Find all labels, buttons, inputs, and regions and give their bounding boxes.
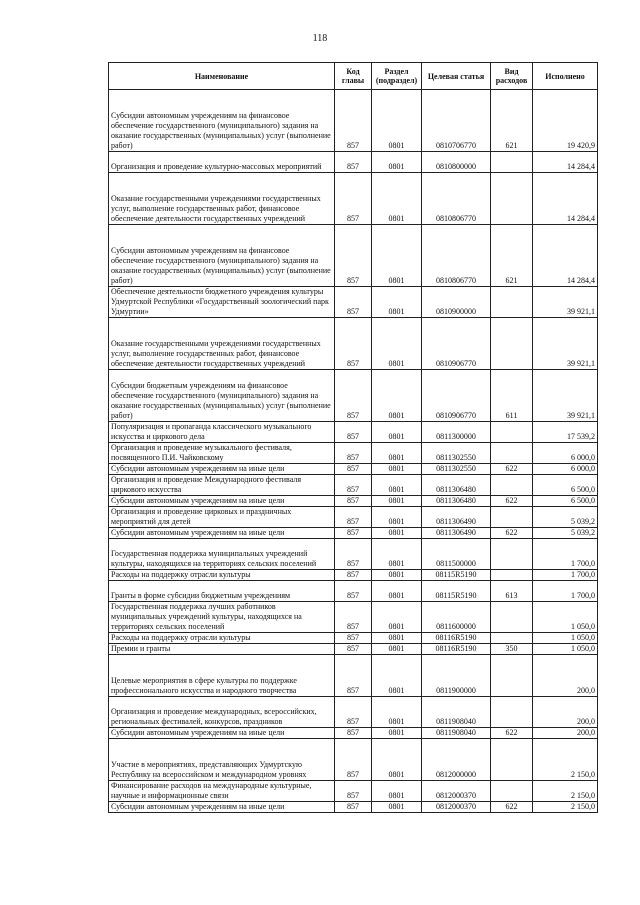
row-name: Субсидии автономным учреждениям на иные цели bbox=[109, 528, 335, 539]
row-amount: 200,0 bbox=[533, 655, 598, 697]
row-section: 0801 bbox=[372, 496, 422, 507]
column-header-target: Целевая статья bbox=[422, 63, 491, 90]
row-target: 0810706770 bbox=[422, 90, 491, 152]
row-amount: 1 700,0 bbox=[533, 581, 598, 602]
row-chapter: 857 bbox=[335, 602, 372, 633]
table-row bbox=[109, 318, 598, 370]
row-kind bbox=[491, 173, 533, 225]
row-target: 0811306490 bbox=[422, 528, 491, 539]
table-row bbox=[109, 802, 598, 813]
row-section: 0801 bbox=[372, 781, 422, 802]
table-row bbox=[109, 644, 598, 655]
page-number: 118 bbox=[312, 33, 328, 44]
column-header-section: Раздел (подраздел) bbox=[372, 63, 422, 90]
row-section: 0801 bbox=[372, 464, 422, 475]
row-section: 0801 bbox=[372, 539, 422, 570]
row-section: 0801 bbox=[372, 528, 422, 539]
table-header-row bbox=[109, 63, 598, 90]
row-amount: 1 700,0 bbox=[533, 539, 598, 570]
row-name: Субсидии автономным учреждениям на иные цели bbox=[109, 464, 335, 475]
table-row bbox=[109, 370, 598, 422]
table-body bbox=[109, 90, 598, 813]
table-row bbox=[109, 581, 598, 602]
table-row bbox=[109, 728, 598, 739]
row-amount: 2 150,0 bbox=[533, 802, 598, 813]
row-kind: 611 bbox=[491, 370, 533, 422]
row-amount: 6 500,0 bbox=[533, 475, 598, 496]
row-section: 0801 bbox=[372, 152, 422, 173]
row-section: 0801 bbox=[372, 318, 422, 370]
row-section: 0801 bbox=[372, 739, 422, 781]
table-row bbox=[109, 464, 598, 475]
row-kind: 622 bbox=[491, 802, 533, 813]
table-row bbox=[109, 528, 598, 539]
table-row bbox=[109, 225, 598, 287]
row-amount: 200,0 bbox=[533, 697, 598, 728]
row-name: Государственная поддержка муниципальных учреждений культуры, находящихся на территориях сельских поселений bbox=[109, 539, 335, 570]
row-name: Расходы на поддержку отрасли культуры bbox=[109, 570, 335, 581]
column-header-kind: Вид расходов bbox=[491, 63, 533, 90]
row-section: 0801 bbox=[372, 581, 422, 602]
row-chapter: 857 bbox=[335, 496, 372, 507]
row-name: Обеспечение деятельности бюджетного учреждения культуры Удмуртской Республики «Государственный зоологический парк Удмуртии» bbox=[109, 287, 335, 318]
row-chapter: 857 bbox=[335, 225, 372, 287]
row-target: 0811306480 bbox=[422, 475, 491, 496]
row-chapter: 857 bbox=[335, 539, 372, 570]
row-name: Расходы на поддержку отрасли культуры bbox=[109, 633, 335, 644]
row-amount: 6 500,0 bbox=[533, 496, 598, 507]
row-kind bbox=[491, 539, 533, 570]
row-amount: 39 921,1 bbox=[533, 318, 598, 370]
row-amount: 1 050,0 bbox=[533, 633, 598, 644]
row-name: Государственная поддержка лучших работников муниципальных учреждений культуры, находящихся на территориях сельских поселений bbox=[109, 602, 335, 633]
table-row bbox=[109, 173, 598, 225]
row-target: 0812000370 bbox=[422, 781, 491, 802]
table-row bbox=[109, 475, 598, 496]
row-kind bbox=[491, 318, 533, 370]
row-name: Субсидии автономным учреждениям на иные цели bbox=[109, 496, 335, 507]
row-target: 08116R5190 bbox=[422, 644, 491, 655]
table-row bbox=[109, 570, 598, 581]
row-name: Участие в мероприятиях, представляющих Удмуртскую Республику на всероссийском и международном уровнях bbox=[109, 739, 335, 781]
row-amount: 17 539,2 bbox=[533, 422, 598, 443]
row-chapter: 857 bbox=[335, 90, 372, 152]
row-target: 0812000000 bbox=[422, 739, 491, 781]
row-chapter: 857 bbox=[335, 287, 372, 318]
table-row bbox=[109, 697, 598, 728]
row-chapter: 857 bbox=[335, 475, 372, 496]
table-row bbox=[109, 496, 598, 507]
row-chapter: 857 bbox=[335, 644, 372, 655]
expenditure-table bbox=[108, 62, 598, 813]
row-chapter: 857 bbox=[335, 422, 372, 443]
table-row bbox=[109, 287, 598, 318]
row-name: Гранты в форме субсидии бюджетным учреждениям bbox=[109, 581, 335, 602]
row-amount: 19 420,9 bbox=[533, 90, 598, 152]
row-name: Организация и проведение цирковых и праздничных мероприятий для детей bbox=[109, 507, 335, 528]
row-kind: 350 bbox=[491, 644, 533, 655]
row-section: 0801 bbox=[372, 173, 422, 225]
row-chapter: 857 bbox=[335, 781, 372, 802]
row-kind bbox=[491, 633, 533, 644]
row-target: 0810900000 bbox=[422, 287, 491, 318]
row-amount: 1 050,0 bbox=[533, 602, 598, 633]
row-section: 0801 bbox=[372, 570, 422, 581]
row-amount: 39 921,1 bbox=[533, 370, 598, 422]
row-section: 0801 bbox=[372, 475, 422, 496]
row-amount: 5 039,2 bbox=[533, 507, 598, 528]
row-target: 0810806770 bbox=[422, 173, 491, 225]
row-section: 0801 bbox=[372, 443, 422, 464]
table-row bbox=[109, 422, 598, 443]
row-name: Финансирование расходов на международные культурные, научные и информационные связи bbox=[109, 781, 335, 802]
row-amount: 200,0 bbox=[533, 728, 598, 739]
row-section: 0801 bbox=[372, 633, 422, 644]
row-name: Целевые мероприятия в сфере культуры по поддержке профессионального искусства и народного творчества bbox=[109, 655, 335, 697]
row-chapter: 857 bbox=[335, 464, 372, 475]
row-target: 0811306480 bbox=[422, 496, 491, 507]
row-chapter: 857 bbox=[335, 655, 372, 697]
row-section: 0801 bbox=[372, 287, 422, 318]
row-name: Популяризация и пропаганда классического музыкального искусства и циркового дела bbox=[109, 422, 335, 443]
row-name: Субсидии автономным учреждениям на иные цели bbox=[109, 728, 335, 739]
row-target: 0811500000 bbox=[422, 539, 491, 570]
row-amount: 1 050,0 bbox=[533, 644, 598, 655]
row-kind bbox=[491, 152, 533, 173]
row-section: 0801 bbox=[372, 655, 422, 697]
row-target: 0811908040 bbox=[422, 728, 491, 739]
row-amount: 6 000,0 bbox=[533, 443, 598, 464]
row-target: 0812000370 bbox=[422, 802, 491, 813]
row-name: Организация и проведение Международного фестиваля циркового искусства bbox=[109, 475, 335, 496]
row-target: 0810806770 bbox=[422, 225, 491, 287]
row-name: Организация и проведение международных, всероссийских, региональных фестивалей, конкурсов, праздников bbox=[109, 697, 335, 728]
row-chapter: 857 bbox=[335, 728, 372, 739]
table-row bbox=[109, 507, 598, 528]
row-target: 0811600000 bbox=[422, 602, 491, 633]
table-row bbox=[109, 602, 598, 633]
row-target: 0810800000 bbox=[422, 152, 491, 173]
row-kind bbox=[491, 697, 533, 728]
row-chapter: 857 bbox=[335, 443, 372, 464]
row-kind bbox=[491, 443, 533, 464]
row-amount: 14 284,4 bbox=[533, 225, 598, 287]
row-section: 0801 bbox=[372, 370, 422, 422]
row-name: Премии и гранты bbox=[109, 644, 335, 655]
row-name: Организация и проведение культурно-массовых мероприятий bbox=[109, 152, 335, 173]
row-target: 0810906770 bbox=[422, 370, 491, 422]
row-name: Субсидии бюджетным учреждениям на финансовое обеспечение государственного (муниципального) задания на оказание государственных (муниципальных) услуг (выполнение работ) bbox=[109, 370, 335, 422]
row-chapter: 857 bbox=[335, 581, 372, 602]
row-section: 0801 bbox=[372, 802, 422, 813]
row-section: 0801 bbox=[372, 90, 422, 152]
row-kind: 622 bbox=[491, 464, 533, 475]
row-chapter: 857 bbox=[335, 528, 372, 539]
row-section: 0801 bbox=[372, 507, 422, 528]
table-row bbox=[109, 443, 598, 464]
row-target: 0811900000 bbox=[422, 655, 491, 697]
row-chapter: 857 bbox=[335, 152, 372, 173]
row-section: 0801 bbox=[372, 728, 422, 739]
table-row bbox=[109, 781, 598, 802]
row-amount: 14 284,4 bbox=[533, 152, 598, 173]
row-kind bbox=[491, 570, 533, 581]
row-section: 0801 bbox=[372, 644, 422, 655]
row-kind bbox=[491, 507, 533, 528]
row-chapter: 857 bbox=[335, 633, 372, 644]
row-kind bbox=[491, 475, 533, 496]
row-kind bbox=[491, 602, 533, 633]
column-header-amount: Исполнено bbox=[533, 63, 598, 90]
row-name: Оказание государственными учреждениями государственных услуг, выполнение государственных работ, финансовое обеспечение деятельности государственных учреждений bbox=[109, 173, 335, 225]
column-header-chapter: Код главы bbox=[335, 63, 372, 90]
row-kind bbox=[491, 287, 533, 318]
row-name: Оказание государственными учреждениями государственных услуг, выполнение государственных работ, финансовое обеспечение деятельности государственных учреждений bbox=[109, 318, 335, 370]
row-kind: 622 bbox=[491, 496, 533, 507]
table-row bbox=[109, 739, 598, 781]
row-target: 0811300000 bbox=[422, 422, 491, 443]
row-section: 0801 bbox=[372, 602, 422, 633]
table-row bbox=[109, 90, 598, 152]
row-amount: 1 700,0 bbox=[533, 570, 598, 581]
row-kind: 622 bbox=[491, 728, 533, 739]
row-name: Организация и проведение музыкального фестиваля, посвященного П.И. Чайковскому bbox=[109, 443, 335, 464]
column-header-name: Наименование bbox=[109, 63, 335, 90]
row-chapter: 857 bbox=[335, 697, 372, 728]
row-target: 0811302550 bbox=[422, 464, 491, 475]
row-section: 0801 bbox=[372, 225, 422, 287]
row-target: 0811306490 bbox=[422, 507, 491, 528]
row-amount: 2 150,0 bbox=[533, 739, 598, 781]
row-kind bbox=[491, 655, 533, 697]
row-target: 08116R5190 bbox=[422, 633, 491, 644]
row-kind: 621 bbox=[491, 225, 533, 287]
row-target: 08115R5190 bbox=[422, 570, 491, 581]
row-kind bbox=[491, 781, 533, 802]
row-chapter: 857 bbox=[335, 173, 372, 225]
row-amount: 2 150,0 bbox=[533, 781, 598, 802]
row-kind: 621 bbox=[491, 90, 533, 152]
table-row bbox=[109, 539, 598, 570]
row-kind: 613 bbox=[491, 581, 533, 602]
row-section: 0801 bbox=[372, 697, 422, 728]
row-chapter: 857 bbox=[335, 507, 372, 528]
table-row bbox=[109, 655, 598, 697]
row-chapter: 857 bbox=[335, 318, 372, 370]
row-target: 0810906770 bbox=[422, 318, 491, 370]
row-chapter: 857 bbox=[335, 570, 372, 581]
row-target: 0811908040 bbox=[422, 697, 491, 728]
row-amount: 39 921,1 bbox=[533, 287, 598, 318]
row-section: 0801 bbox=[372, 422, 422, 443]
row-kind bbox=[491, 422, 533, 443]
row-chapter: 857 bbox=[335, 802, 372, 813]
row-name: Субсидии автономным учреждениям на финансовое обеспечение государственного (муниципального) задания на оказание государственных (муниципальных) услуг (выполнение работ) bbox=[109, 90, 335, 152]
table-row bbox=[109, 152, 598, 173]
row-chapter: 857 bbox=[335, 739, 372, 781]
row-kind bbox=[491, 739, 533, 781]
row-target: 08115R5190 bbox=[422, 581, 491, 602]
row-kind: 622 bbox=[491, 528, 533, 539]
row-amount: 6 000,0 bbox=[533, 464, 598, 475]
row-name: Субсидии автономным учреждениям на иные цели bbox=[109, 802, 335, 813]
row-name: Субсидии автономным учреждениям на финансовое обеспечение государственного (муниципального) задания на оказание государственных (муниципальных) услуг (выполнение работ) bbox=[109, 225, 335, 287]
row-chapter: 857 bbox=[335, 370, 372, 422]
row-amount: 5 039,2 bbox=[533, 528, 598, 539]
row-target: 0811302550 bbox=[422, 443, 491, 464]
row-amount: 14 284,4 bbox=[533, 173, 598, 225]
table-row bbox=[109, 633, 598, 644]
